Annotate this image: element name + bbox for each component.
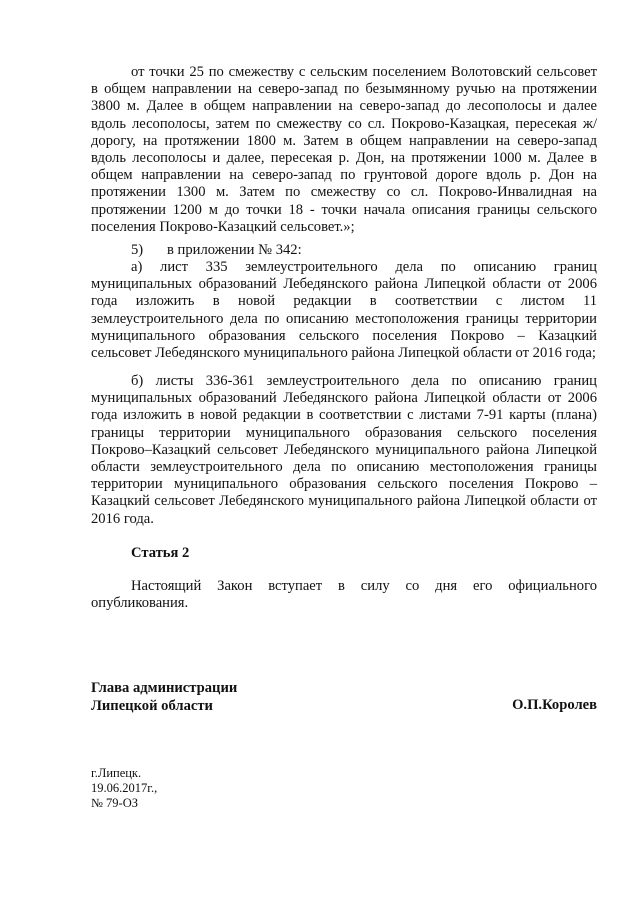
list-item-5 [131,242,302,259]
article-2-heading: Статья 2 [131,545,190,561]
signature-position-line1: Глава администрации [91,680,238,696]
document-footer [91,766,157,811]
footer-city: г.Липецк. [91,766,142,780]
footer-law-number: № 79-ОЗ [91,796,139,810]
subitem-a-paragraph: а) лист 335 землеустроительного дела по описанию границ муниципальных образований Лебедянского района Липецкой области от 2006 года изложить в новой редакции в соответствии с листом 11 землеустроительного дела по описанию местоположения границы территории муниципального образования сельского поселения Покрово – Казацкий сельсовет Лебедянского муниципального района Липецкой области от 2016 года; [91,259,597,362]
list-item-5-number: 5) [131,242,144,258]
signatory-name: О.П.Королев [512,697,597,713]
subitem-b-paragraph: б) листы 336-361 землеустроительного дела по описанию границ муниципальных образований Лебедянского района Липецкой области от 2006 года изложить в новой редакции в соответствии с листами 7-91 карты (плана) границы территории муниципального образования сельского поселения Покрово–Казацкий сельсовет Лебедянского муниципального района Липецкой области землеустроительного дела по описанию местоположения границы территории муниципального образования сельского поселения Покрово – Казацкий сельсовет Лебедянского муниципального района Липецкой области от 2016 года. [91,373,597,527]
boundary-description-paragraph: от точки 25 по смежеству с сельским поселением Волотовский сельсовет в общем направлении на северо-запад по безымянному ручью на протяжении 3800 м. Далее в общем направлении на северо-запад до лесополосы и далее вдоль лесополосы, затем по смежеству со сл. Покрово-Казацкая, пересекая ж/дорогу, на протяжении 1800 м. Затем в общем направлении на северо-запад вдоль лесополосы и далее, пересекая р. Дон, на протяжении 1000 м. Далее в общем направлении на северо-запад по грунтовой дороге вдоль р. Дон на протяжении 1300 м. Затем по смежеству со сл. Покрово-Инвалидная на протяжении 1200 м до точки 18 - точки начала описания границы сельского поселения Покрово-Казацкий сельсовет.»; [91,64,597,235]
signature-position [91,679,237,715]
signature-position-line2: Липецкой области [91,698,213,714]
article-2-text: Настоящий Закон вступает в силу со дня его официального опубликования. [91,578,597,612]
footer-date: 19.06.2017г., [91,781,158,795]
list-item-5-text: в приложении № 342: [167,242,302,258]
